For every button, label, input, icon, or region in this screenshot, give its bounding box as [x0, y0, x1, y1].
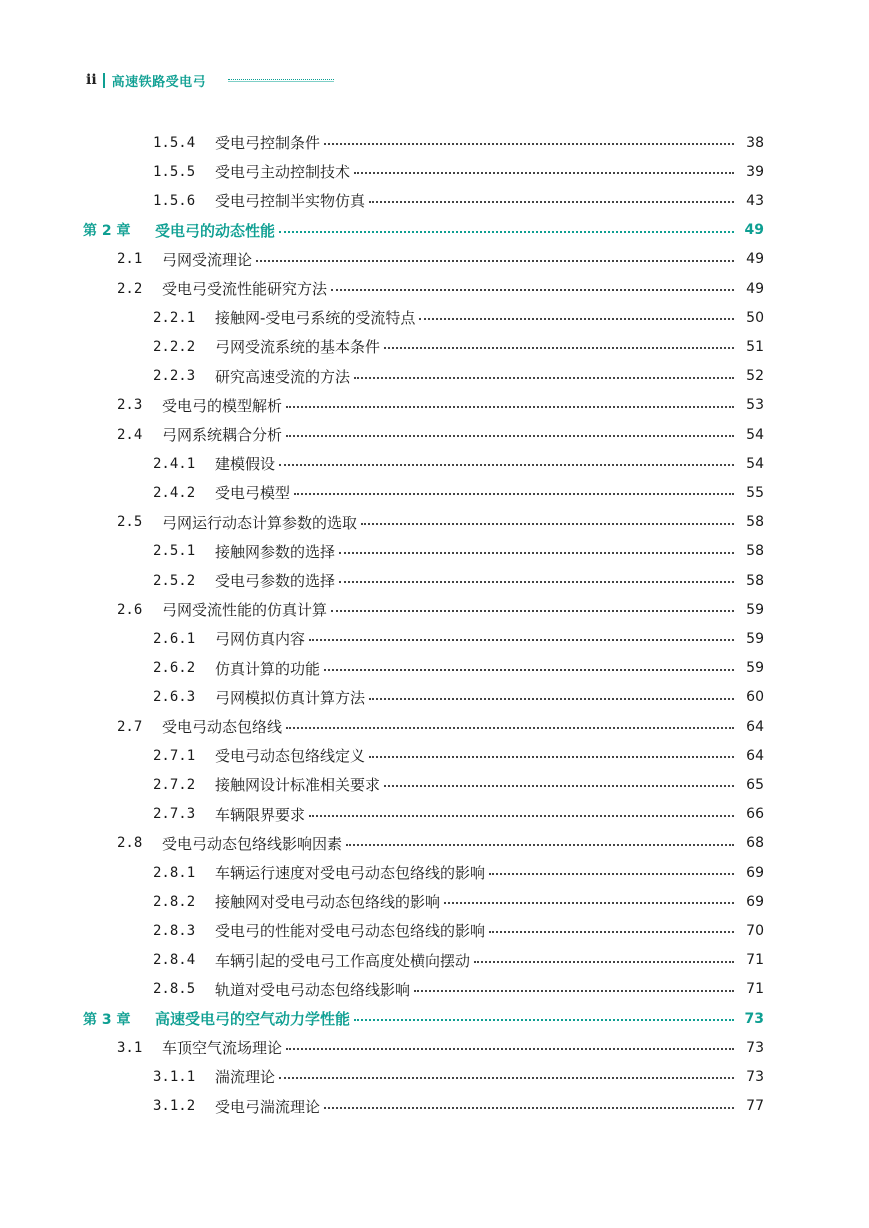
toc-entry-page: 64	[746, 747, 764, 764]
toc-entry-title: 湍流理论	[215, 1068, 276, 1087]
toc-entry-page: 59	[746, 660, 764, 677]
toc-entry[interactable]	[0, 683, 869, 712]
toc-entry-title: 弓网模拟仿真计算方法	[215, 688, 366, 707]
toc-entry-page: 66	[746, 806, 764, 823]
toc-entry[interactable]	[0, 712, 869, 741]
header-page-number: ii	[86, 72, 97, 88]
toc-entry-title: 接触网设计标准相关要求	[215, 776, 381, 795]
toc-entry-page: 59	[746, 601, 764, 618]
toc-entry[interactable]	[0, 566, 869, 595]
toc-entry[interactable]	[0, 858, 869, 887]
toc-entry[interactable]	[0, 186, 869, 215]
header-rule-secondary	[228, 81, 334, 82]
toc-entry-title: 车辆运行速度对受电弓动态包络线的影响	[215, 864, 486, 882]
toc-entry-page: 53	[746, 397, 764, 414]
toc-entry[interactable]	[0, 128, 869, 157]
toc-entry[interactable]	[0, 332, 869, 361]
toc-entry-title: 受电弓动态包络线影响因素	[162, 834, 343, 853]
toc-entry-number: 3.1.1	[153, 1068, 196, 1085]
toc-entry-title: 受电弓模型	[215, 484, 291, 503]
toc-leader-dots	[331, 610, 734, 612]
toc-entry-number: 2.8.4	[153, 952, 196, 969]
toc-entry-title: 高速受电弓的空气动力学性能	[155, 1010, 351, 1028]
toc-leader-dots	[489, 931, 734, 933]
toc-leader-dots	[384, 785, 734, 787]
toc-leader-dots	[489, 873, 734, 875]
toc-entry-title: 受电弓动态包络线	[162, 718, 283, 736]
toc-entry-page: 71	[746, 952, 764, 969]
toc-leader-dots	[286, 727, 734, 729]
toc-entry-title: 弓网受流性能的仿真计算	[162, 601, 328, 620]
toc-entry-number: 2.5.2	[153, 572, 196, 589]
toc-entry-page: 49	[746, 280, 764, 297]
header-rule	[228, 79, 334, 80]
toc-entry-number: 2.4	[117, 426, 143, 443]
toc-entry[interactable]	[0, 478, 869, 507]
toc-entry-title: 轨道对受电弓动态包络线影响	[215, 980, 411, 999]
toc-entry[interactable]	[0, 946, 869, 975]
toc-entry-number: 2.4.1	[153, 455, 196, 472]
toc-leader-dots	[369, 698, 734, 700]
toc-entry-page: 65	[746, 776, 764, 793]
toc-entry[interactable]	[0, 741, 869, 770]
toc-entry[interactable]	[0, 391, 869, 420]
toc-entry-number: 1.5.6	[153, 192, 196, 209]
toc-entry-number: 2.6.2	[153, 660, 196, 677]
toc-entry-title: 接触网-受电弓系统的受流特点	[215, 309, 416, 328]
toc-leader-dots	[384, 347, 734, 349]
toc-entry[interactable]	[0, 654, 869, 683]
toc-chapter-entry[interactable]	[0, 216, 869, 245]
toc-leader-dots	[414, 990, 734, 992]
toc-leader-dots	[309, 815, 734, 817]
toc-entry-number: 2.6	[117, 601, 143, 618]
toc-leader-dots	[339, 552, 734, 554]
toc-entry-title: 接触网参数的选择	[215, 542, 336, 561]
header-divider	[103, 73, 105, 88]
toc-entry-title: 车顶空气流场理论	[162, 1039, 283, 1058]
toc-entry-title: 弓网仿真内容	[215, 630, 306, 649]
toc-leader-dots	[324, 1107, 734, 1109]
toc-chapter-entry[interactable]	[0, 1004, 869, 1033]
toc-entry[interactable]	[0, 245, 869, 274]
toc-entry-number: 2.4.2	[153, 484, 196, 501]
toc-leader-dots	[361, 523, 734, 525]
toc-entry-title: 弓网运行动态计算参数的选取	[162, 513, 358, 532]
toc-entry-title: 弓网系统耦合分析	[162, 426, 283, 444]
toc-entry-page: 58	[746, 543, 764, 560]
toc-entry-number: 2.6.3	[153, 689, 196, 706]
toc-leader-dots	[339, 581, 734, 583]
toc-entry-title: 研究高速受流的方法	[215, 367, 351, 386]
toc-entry[interactable]	[0, 975, 869, 1004]
toc-entry-page: 60	[746, 689, 764, 706]
toc-entry[interactable]	[0, 595, 869, 624]
toc-entry[interactable]	[0, 508, 869, 537]
toc-entry-title: 建模假设	[215, 455, 276, 474]
toc-entry-number: 2.8	[117, 835, 143, 852]
toc-entry-number: 2.2.3	[153, 368, 196, 385]
toc-entry-title: 受电弓湍流理论	[215, 1097, 321, 1116]
header-book-title: 高速铁路受电弓	[111, 74, 207, 90]
toc-leader-dots	[286, 406, 734, 408]
toc-entry-number: 2.8.3	[153, 922, 196, 939]
toc-entry[interactable]	[0, 537, 869, 566]
toc-entry-title: 弓网受流理论	[162, 250, 253, 269]
toc-entry-page: 58	[746, 572, 764, 589]
toc-entry-number: 2.7.2	[153, 776, 196, 793]
toc-entry[interactable]	[0, 420, 869, 449]
toc-entry[interactable]	[0, 770, 869, 799]
toc-leader-dots	[286, 1048, 734, 1050]
toc-leader-dots	[331, 289, 734, 291]
toc-entry-page: 55	[746, 484, 764, 501]
toc-entry-title: 受电弓控制半实物仿真	[215, 192, 366, 211]
toc-entry-number: 2.7	[117, 718, 143, 735]
toc-entry-page: 54	[746, 455, 764, 472]
toc-entry-number: 3.1	[117, 1039, 143, 1056]
toc-entry-page: 43	[746, 192, 764, 209]
toc-entry-title: 受电弓动态包络线定义	[215, 747, 366, 766]
toc-leader-dots	[279, 464, 734, 466]
toc-entry[interactable]	[0, 449, 869, 478]
toc-entry[interactable]	[0, 303, 869, 332]
toc-entry-page: 58	[746, 514, 764, 531]
toc-entry-page: 70	[746, 922, 764, 939]
toc-entry-number: 2.5	[117, 514, 143, 531]
running-header	[86, 70, 206, 90]
toc-entry-page: 73	[746, 1068, 764, 1085]
toc-entry-title: 受电弓参数的选择	[215, 572, 336, 590]
toc-entry-page: 54	[746, 426, 764, 443]
toc-entry-page: 38	[746, 134, 764, 151]
toc-entry-number: 第 2 章	[83, 223, 131, 240]
toc-entry-number: 2.1	[117, 251, 143, 268]
toc-entry-title: 仿真计算的功能	[215, 659, 321, 678]
toc-entry-title: 受电弓的动态性能	[155, 221, 276, 240]
toc-entry-number: 2.3	[117, 397, 143, 414]
toc-leader-dots	[354, 1019, 734, 1021]
toc-leader-dots	[354, 377, 734, 379]
toc-entry-number: 2.2.2	[153, 338, 196, 355]
toc-leader-dots	[369, 756, 734, 758]
toc-entry-title: 接触网对受电弓动态包络线的影响	[215, 893, 441, 912]
toc-leader-dots	[354, 172, 734, 174]
toc-entry-number: 3.1.2	[153, 1098, 196, 1115]
toc-entry-number: 2.6.1	[153, 630, 196, 647]
toc-entry-page: 49	[746, 251, 764, 268]
toc-entry-title: 受电弓受流性能研究方法	[162, 280, 328, 298]
toc-leader-dots	[279, 231, 734, 233]
toc-entry-title: 受电弓控制条件	[215, 134, 321, 152]
toc-entry[interactable]	[0, 624, 869, 653]
toc-entry-page: 39	[746, 163, 764, 180]
toc-leader-dots	[369, 201, 734, 203]
toc-leader-dots	[474, 961, 734, 963]
toc-entry-page: 64	[746, 718, 764, 735]
toc-entry-page: 71	[746, 981, 764, 998]
toc-entry-title: 受电弓的性能对受电弓动态包络线的影响	[215, 922, 486, 941]
toc-entry-page: 73	[744, 1010, 764, 1027]
toc-leader-dots	[419, 318, 734, 320]
toc-entry-number: 2.7.1	[153, 747, 196, 764]
toc-entry-title: 受电弓主动控制技术	[215, 163, 351, 182]
toc-entry-number: 1.5.4	[153, 134, 196, 151]
toc-entry-number: 2.7.3	[153, 806, 196, 823]
toc-entry[interactable]	[0, 916, 869, 945]
toc-entry[interactable]	[0, 157, 869, 186]
toc-entry-page: 49	[744, 222, 764, 239]
toc-entry-page: 52	[746, 368, 764, 385]
toc-entry-number: 2.2	[117, 280, 143, 297]
toc-entry-page: 69	[746, 893, 764, 910]
toc-entry[interactable]	[0, 829, 869, 858]
toc-entry-number: 1.5.5	[153, 163, 196, 180]
toc-entry-title: 弓网受流系统的基本条件	[215, 338, 381, 357]
toc-entry-page: 69	[746, 864, 764, 881]
toc-leader-dots	[324, 143, 734, 145]
toc-entry-page: 77	[746, 1098, 764, 1115]
toc-entry[interactable]	[0, 1092, 869, 1121]
toc-leader-dots	[324, 669, 734, 671]
toc-entry-number: 2.8.2	[153, 893, 196, 910]
toc-entry[interactable]	[0, 800, 869, 829]
toc-leader-dots	[346, 844, 734, 846]
toc-leader-dots	[444, 902, 734, 904]
toc-entry-number: 2.8.1	[153, 864, 196, 881]
toc-entry-number: 2.8.5	[153, 981, 196, 998]
toc-entry[interactable]	[0, 1062, 869, 1091]
toc-entry-title: 车辆引起的受电弓工作高度处横向摆动	[215, 951, 471, 970]
toc-entry-page: 73	[746, 1039, 764, 1056]
toc-entry[interactable]	[0, 274, 869, 303]
toc-entry[interactable]	[0, 887, 869, 916]
toc-leader-dots	[279, 1077, 734, 1079]
toc-entry[interactable]	[0, 362, 869, 391]
toc-entry-page: 51	[746, 338, 764, 355]
toc-entry-page: 50	[746, 309, 764, 326]
toc-entry-page: 59	[746, 630, 764, 647]
toc-entry-title: 车辆限界要求	[215, 805, 306, 824]
toc-leader-dots	[286, 435, 734, 437]
toc-leader-dots	[256, 260, 734, 262]
toc-leader-dots	[294, 493, 734, 495]
toc-entry-number: 2.5.1	[153, 543, 196, 560]
toc-entry[interactable]	[0, 1033, 869, 1062]
toc-entry-number: 2.2.1	[153, 309, 196, 326]
toc-leader-dots	[309, 639, 734, 641]
toc-entry-number: 第 3 章	[83, 1011, 131, 1028]
toc-entry-title: 受电弓的模型解析	[162, 396, 283, 415]
toc-entry-page: 68	[746, 835, 764, 852]
